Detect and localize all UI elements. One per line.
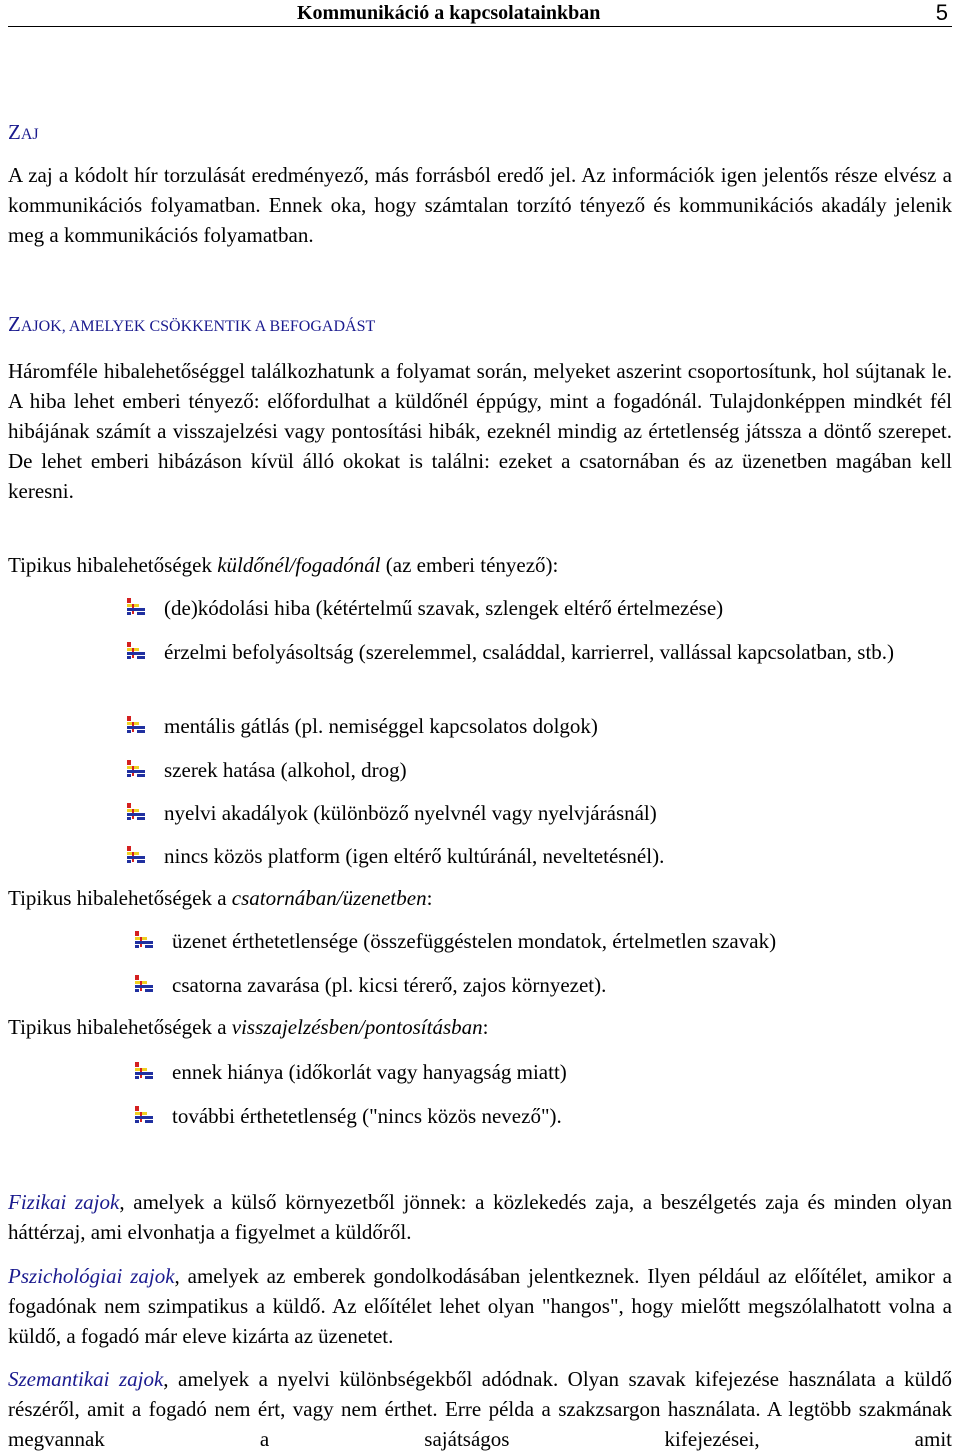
paragraph-fizikai: Fizikai zajok, amelyek a külső környezetből jönnek: a közlekedés zaja, a beszélgetés zaja és minden olyan háttérzaj, ami elvonhatja a figyelmet a küldőről.	[8, 1190, 953, 1244]
list2-intro-em: csatornában/üzenetben	[231, 886, 427, 910]
section-zaj	[8, 120, 952, 250]
heading-initial: Z	[8, 312, 21, 336]
list-item: nincs közös platform (igen eltérő kultúránál, neveltetésnél).	[164, 841, 952, 881]
stacked-bars-bullet-icon	[124, 596, 148, 620]
list1-intro-after: (az emberi tényező):	[380, 553, 559, 577]
stacked-bars-bullet-icon	[132, 973, 156, 997]
list-item: üzenet érthetetlensége (összefüggéstelen mondatok, értelmetlen szavak)	[172, 926, 952, 970]
page-number: 5	[935, 0, 948, 25]
term-fizikai: Fizikai zajok	[8, 1190, 120, 1214]
list3-intro: Tipikus hibalehetőségek a visszajelzésben/pontosításban:	[8, 1015, 489, 1039]
list-item: szerek hatása (alkohol, drog)	[164, 755, 952, 798]
list-item: további érthetetlenség ("nincs közös nevező").	[172, 1101, 952, 1145]
list2-intro: Tipikus hibalehetőségek a csatornában/üzenetben:	[8, 886, 433, 910]
list-item: nyelvi akadályok (különböző nyelvnél vagy nyelvjárásnál)	[164, 798, 952, 841]
list1-intro-text: Tipikus hibalehetőségek	[8, 553, 218, 577]
section-heading-zaj	[8, 120, 952, 152]
paragraph-zajok: Háromféle hibalehetőséggel találkozhatunk a folyamat során, melyeket aszerint csoportosítunk, hol sújtanak le. A hiba lehet emberi tényező: előfordulhat a küldőnél éppúgy, mint a fogadónál. Tulajdonképpen mindkét fél hibájának számít a visszajelzési vagy pontosítási hibák, ezeknél mindig az értetlenség játssza a döntő szerepet. De lehet emberi hibázáson kívül álló okokat is találni: ezeket a csatornában és az üzenetben magában kell keresni.	[8, 359, 952, 503]
heading-rest: AJ	[20, 126, 39, 143]
list-item: ennek hiánya (időkorlát vagy hanyagság miatt)	[172, 1057, 952, 1101]
stacked-bars-bullet-icon	[124, 844, 148, 868]
list1-intro-em: küldőnél/fogadónál	[217, 553, 381, 577]
list-item: (de)kódolási hiba (kétértelmű szavak, szlengek eltérő értelmezése)	[164, 593, 952, 637]
heading-initial: Z	[8, 120, 21, 144]
list3	[172, 1057, 952, 1145]
list1	[164, 593, 952, 881]
list1-intro	[8, 550, 952, 580]
paragraph-zaj: A zaj a kódolt hír torzulását eredményező, más forrásból eredő jel. Az információk igen jelentős része elvész a kommunikációs folyamatban. Ennek oka, hogy számtalan torzító tényező és kommunikációs akadály jelenik meg a kommunikációs folyamatban.	[8, 163, 952, 247]
list-item: mentális gátlás (pl. nemiséggel kapcsolatos dolgok)	[164, 711, 952, 755]
stacked-bars-bullet-icon	[132, 929, 156, 953]
list-item: érzelmi befolyásoltság (szerelemmel, családdal, karrierrel, vallással kapcsolatban, stb.)	[164, 637, 952, 711]
section-zajok	[8, 312, 952, 506]
stacked-bars-bullet-icon	[124, 640, 148, 664]
paragraph-szemantikai: Szemantikai zajok, amelyek a nyelvi különbségekből adódnak. Olyan szavak kifejezése használata a küldő részéről, amit a fogadó nem ért, vagy nem érthet. Erre példa a szakzsargon használata. A legtöbb szakmának megvannak a sajátságos kifejezései, amit	[8, 1367, 952, 1451]
header-title: Kommunikáció a kapcsolatainkban	[297, 2, 601, 24]
stacked-bars-bullet-icon	[124, 714, 148, 738]
term-pszichologiai: Pszichológiai zajok	[8, 1264, 175, 1288]
section-heading-zajok	[8, 312, 952, 344]
list2	[172, 926, 952, 1014]
stacked-bars-bullet-icon	[124, 758, 148, 782]
stacked-bars-bullet-icon	[132, 1104, 156, 1128]
list-item: csatorna zavarása (pl. kicsi térerő, zajos környezet).	[172, 970, 952, 1014]
stacked-bars-bullet-icon	[132, 1060, 156, 1084]
term-szemantikai: Szemantikai zajok	[8, 1367, 164, 1391]
list3-intro-em: visszajelzésben/pontosításban	[231, 1015, 483, 1039]
page-header	[8, 0, 952, 27]
paragraph-pszichologiai: Pszichológiai zajok, amelyek az emberek gondolkodásában jelentkeznek. Ilyen például az előítélet, amikor a fogadónak nem szimpatikus a küldő. Az előítélet lehet olyan "hangos", hogy mielőtt megszólalhatott volna a küldő, a fogadó már eleve kizárta az üzenetet.	[8, 1264, 952, 1348]
heading-rest: AJOK, AMELYEK CSÖKKENTIK A BEFOGADÁST	[20, 318, 376, 335]
stacked-bars-bullet-icon	[124, 801, 148, 825]
